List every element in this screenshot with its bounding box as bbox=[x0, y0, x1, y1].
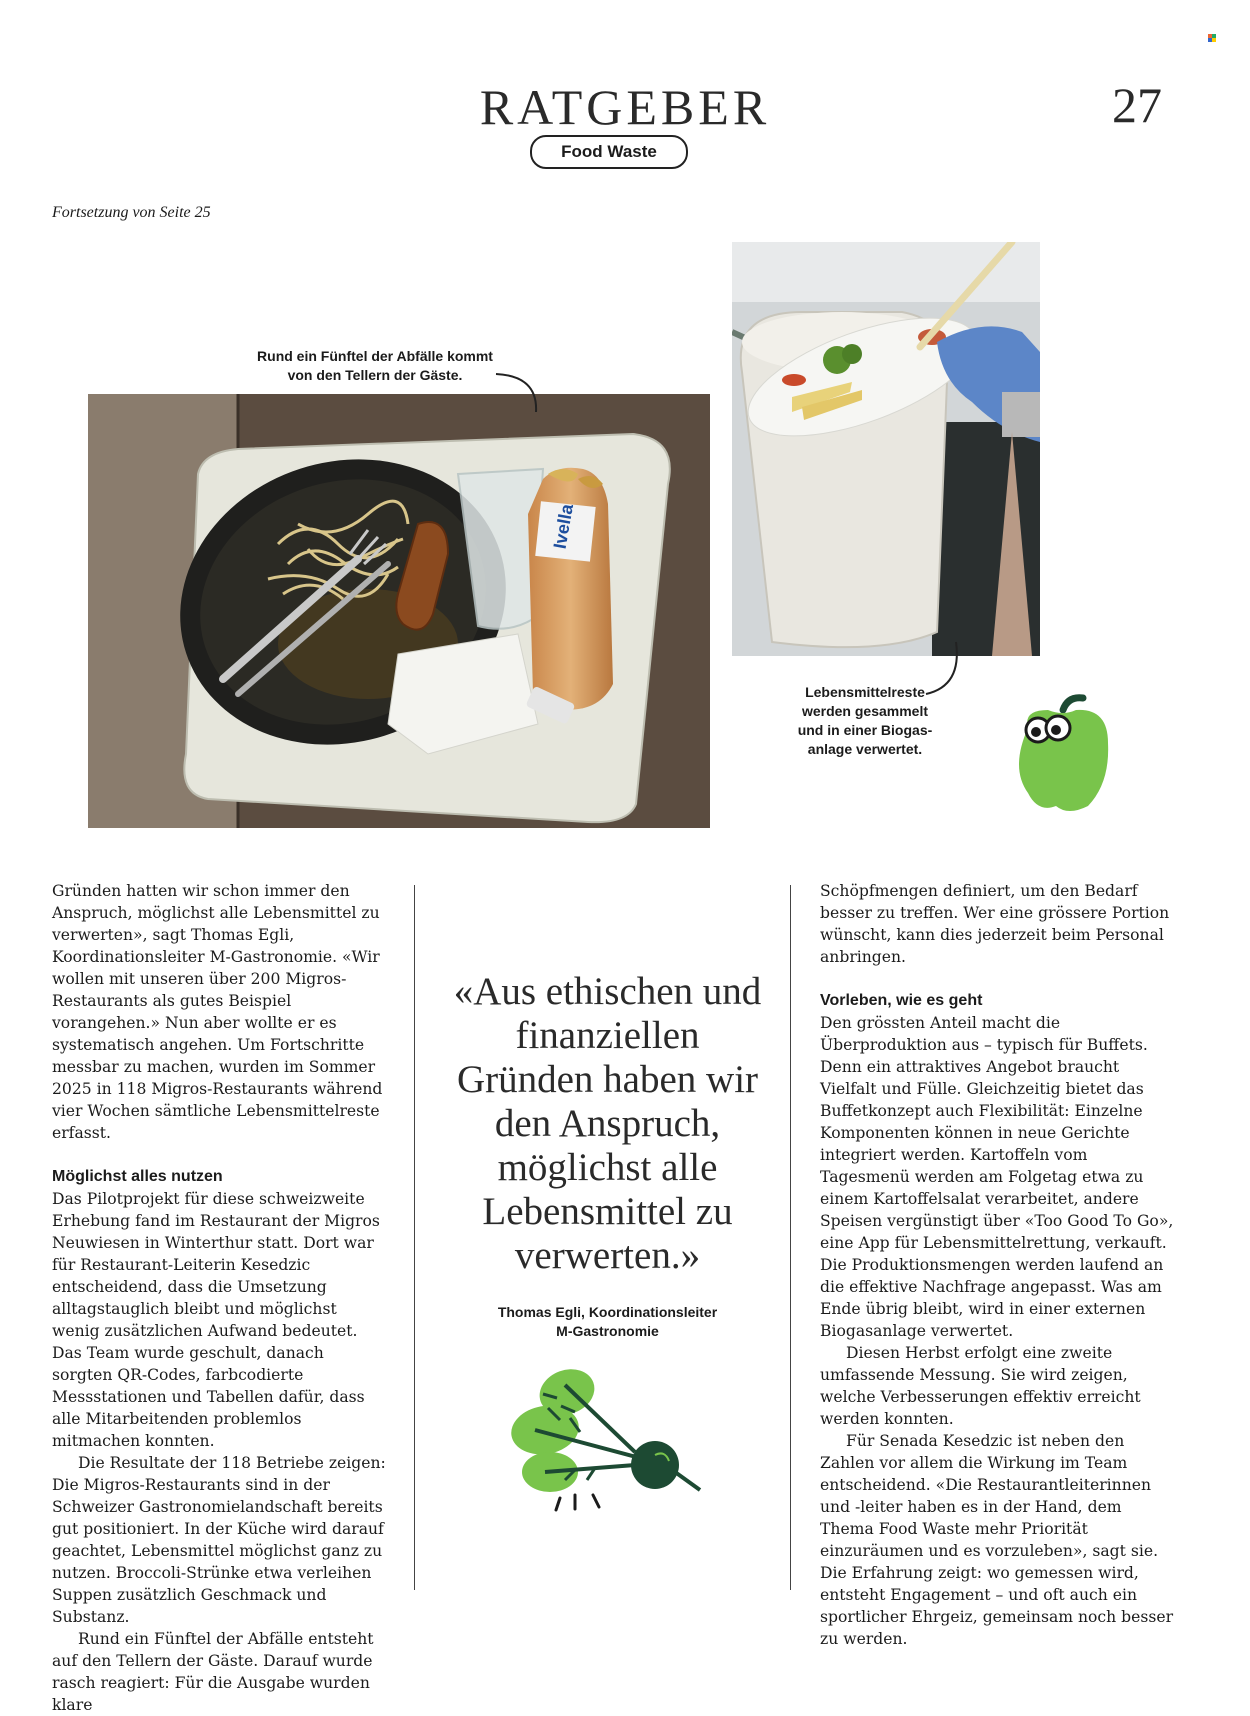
print-color-marker bbox=[1208, 34, 1216, 42]
radish-illustration-icon bbox=[505, 1360, 705, 1515]
paragraph: Das Pilotprojekt für diese schweizweite Erhebung fand im Restaurant der Migros Neuwiesen in Winterthur statt. Dort war für Restaurant-Leiterin Kesedzic entscheidend, dass die Umsetzung alltagstauglich bleibt und möglichst wenig zusätzlichen Aufwand bedeutet. Das Team wurde geschult, danach sorgten QR-Codes, farbcodierte Messstationen und Tabellen dafür, dass alle Mitarbeitenden problemlos mitmachen konnten. bbox=[52, 1190, 380, 1450]
paragraph: Rund ein Fünftel der Abfälle entsteht auf den Tellern der Gäste. Darauf wurde rasch reagiert: Für die Ausgabe wurden klare bbox=[52, 1630, 374, 1714]
subheading: Vorleben, wie es geht bbox=[820, 992, 983, 1009]
topic-tag: Food Waste bbox=[530, 135, 688, 169]
quote-author-line: M-Gastronomie bbox=[556, 1323, 659, 1339]
column-divider bbox=[414, 885, 415, 1590]
paragraph: Für Senada Kesedzic ist neben den Zahlen vor allem die Wirkung im Team entscheidend. «Die Restaurantleiterinnen und -leiter haben es in der Hand, dem Thema Food Waste mehr Priorität einzuräumen und es vorzuleben», sagt sie. Die Erfahrung zeigt: wo gemessen wird, entsteht Engagement – und oft auch ein sportlicher Ehrgeiz, gemeinsam noch besser zu werden. bbox=[820, 1432, 1174, 1648]
bin-caption-line: und in einer Biogas- bbox=[797, 722, 933, 738]
bin-caption-arrow bbox=[920, 638, 966, 698]
article-column-3 bbox=[820, 880, 1180, 1650]
paragraph: Schöpfmengen definiert, um den Bedarf besser zu treffen. Wer eine grössere Portion wünscht, kann dies jederzeit beim Personal anbringen. bbox=[820, 882, 1170, 966]
tray-photo bbox=[88, 394, 710, 828]
quote-author-line: Thomas Egli, Koordinationsleiter bbox=[497, 1304, 718, 1320]
tray-caption bbox=[230, 347, 520, 385]
paragraph: Die Resultate der 118 Betriebe zeigen: Die Migros-Restaurants sind in der Schweizer Gastronomielandschaft bereits gut positioniert. In der Küche wird darauf geachtet, Lebensmittel möglichst ganz zu nutzen. Broccoli-Strünke etwa verleihen Suppen zusätzlich Geschmack und Substanz. bbox=[52, 1454, 386, 1626]
column-divider bbox=[790, 885, 791, 1590]
section-title: RATGEBER bbox=[479, 79, 771, 135]
continuation-note: Fortsetzung von Seite 25 bbox=[52, 204, 211, 221]
tray-caption-line: Rund ein Fünftel der Abfälle kommt bbox=[257, 348, 493, 364]
article-column-1 bbox=[52, 880, 386, 1716]
bin-caption-line: anlage verwertet. bbox=[807, 741, 923, 757]
tray-caption-arrow bbox=[490, 370, 550, 416]
paragraph: Den grössten Anteil macht die Überproduktion aus – typisch für Buffets. Denn ein attraktives Angebot braucht Vielfalt und Fülle. Gleichzeitig bietet das Buffetkonzept auch Flexibilität: Einzelne Komponenten können in neue Gerichte integriert werden. Kartoffeln vom Tagesmenü werden am Folgetag etwa zu einem Kartoffelsalat verarbeitet, andere Speisen vergünstigt über «Too Good To Go», eine App für Lebensmittelrettung, verkauft. Die Produktionsmengen werden laufend an die effektive Nachfrage angepasst. Was am Ende übrig bleibt, wird in einer externen Biogasanlage verwertet. bbox=[820, 1014, 1174, 1340]
bin-photo bbox=[732, 242, 1040, 656]
bottle-brand: Ivella bbox=[549, 502, 578, 551]
paragraph: Diesen Herbst erfolgt eine zweite umfassende Messung. Sie wird zeigen, welche Verbesserungen effektiv erreicht werden konnten. bbox=[820, 1344, 1141, 1428]
pepper-mascot-icon bbox=[1008, 688, 1118, 818]
paragraph: Gründen hatten wir schon immer den Anspruch, möglichst alle Lebensmittel zu verwerten», sagt Thomas Egli, Koordinationsleiter M-Gastronomie. «Wir wollen mit unseren über 200 Migros-Restaurants als gutes Beispiel vorangehen.» Nun aber wollte er es systematisch angehen. Um Fortschritte messbar zu machen, wurden im Sommer 2025 in 118 Migros-Restaurants während vier Wochen sämtliche Lebensmittelreste erfasst. bbox=[52, 882, 383, 1142]
subheading: Möglichst alles nutzen bbox=[52, 1168, 223, 1185]
page-number: 27 bbox=[1112, 77, 1162, 133]
bin-caption-line: werden gesammelt bbox=[801, 703, 929, 719]
pull-quote: «Aus ethischen und finanziellen Gründen haben wir den Anspruch, möglichst alle Lebensmittel zu verwerten.» bbox=[453, 970, 762, 1277]
tray-caption-line: von den Tellern der Gäste. bbox=[287, 367, 463, 383]
quote-author bbox=[445, 1303, 770, 1341]
bin-caption-line: Lebensmittelreste bbox=[805, 684, 925, 700]
